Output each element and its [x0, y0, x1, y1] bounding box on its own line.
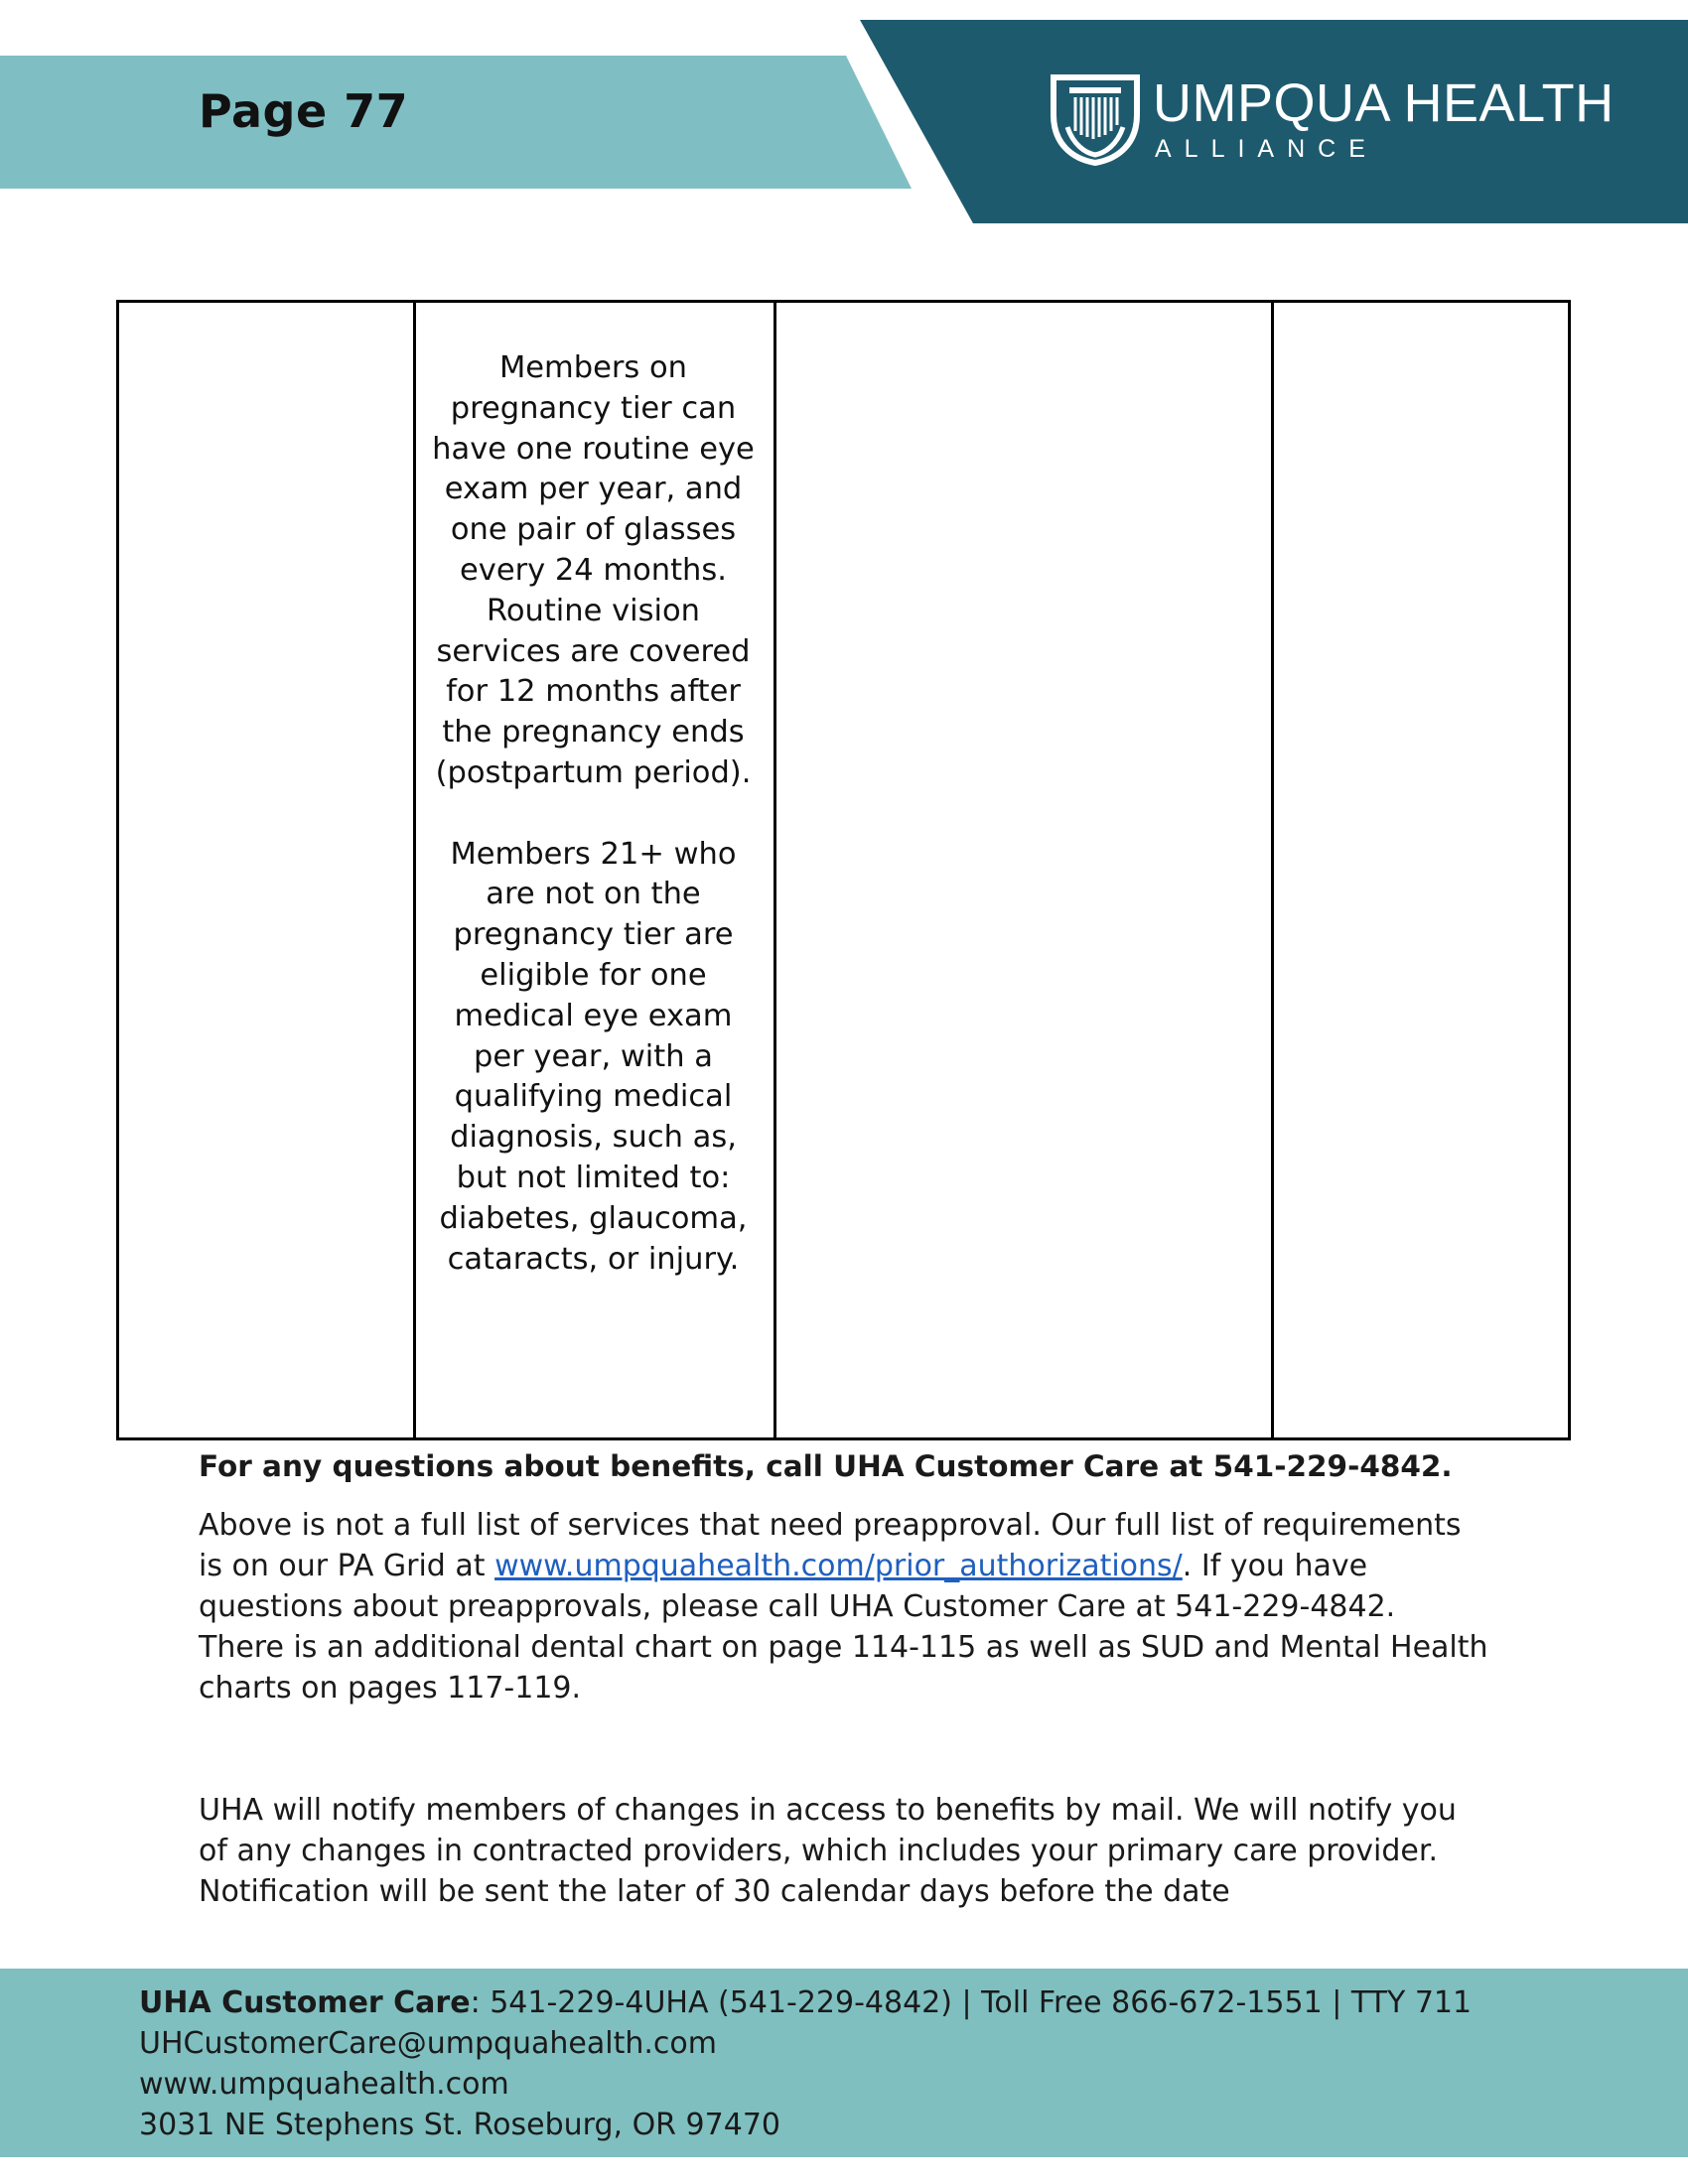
table-cell-vision-coverage	[427, 348, 760, 1280]
footer-band	[0, 1969, 1688, 2157]
page-number: Page 77	[199, 84, 409, 138]
footer-website[interactable]: www.umpquahealth.com	[139, 2067, 509, 2102]
benefits-table	[116, 300, 1571, 1440]
preapproval-paragraph	[199, 1505, 1489, 1708]
cell-paragraph: Members on pregnancy tier can have one routine eye exam per year, and one pair of glasses every 24 months.	[432, 350, 755, 588]
table-border-bottom	[116, 1437, 1571, 1440]
footer-phone-line	[139, 1982, 1472, 2023]
table-column-divider	[1271, 300, 1274, 1440]
table-border-top	[116, 300, 1571, 303]
benefits-contact-note: For any questions about benefits, call UHA Customer Care at 541-229-4842.	[199, 1449, 1453, 1483]
cell-paragraph: Members 21+ who are not on the pregnancy tier are eligible for one medical eye exam per year, with a qualifying medical diagnosis, such as, but not limited to: diabetes, glaucoma, cataracts, or injury.	[439, 836, 748, 1277]
logo-subtitle: ALLIANCE	[1155, 135, 1378, 163]
cell-paragraph: Routine vision services are covered for 12 months after the pregnancy ends (postpartum period).	[435, 593, 752, 790]
footer-label: UHA Customer Care	[139, 1985, 471, 2020]
table-column-divider	[774, 300, 776, 1440]
footer-email[interactable]: UHCustomerCare@umpquahealth.com	[139, 2026, 717, 2061]
paragraph-text: Above is not a full list of services that need preapproval. Our full list of requirements is on our PA Grid at	[199, 1508, 1462, 1583]
brand-logo	[1048, 71, 1633, 171]
table-border-left	[116, 300, 119, 1440]
table-border-right	[1568, 300, 1571, 1440]
footer-phones: : 541-229-4UHA (541-229-4842) | Toll Free 866-672-1551 | TTY 711	[470, 1985, 1473, 2020]
paragraph-text: . If you have questions about preapprovals, please call UHA Customer Care at 541-229-4842. There is an additional dental chart on page 114-115 as well as SUD and Mental Health charts on pages 117-119.	[199, 1549, 1488, 1706]
footer-contact	[139, 1982, 1472, 2145]
table-column-divider	[413, 300, 416, 1440]
notification-paragraph: UHA will notify members of changes in access to benefits by mail. We will notify you of any changes in contracted providers, which includes your primary care provider. Notification will be sent the later of 30 calendar days before the date	[199, 1793, 1457, 1909]
umpqua-shield-logo-icon	[1048, 71, 1143, 167]
logo-title: UMPQUA HEALTH	[1153, 73, 1615, 133]
footer-address: 3031 NE Stephens St. Roseburg, OR 97470	[139, 2108, 780, 2142]
prior-authorizations-link[interactable]: www.umpquahealth.com/prior_authorizations/	[494, 1549, 1183, 1583]
